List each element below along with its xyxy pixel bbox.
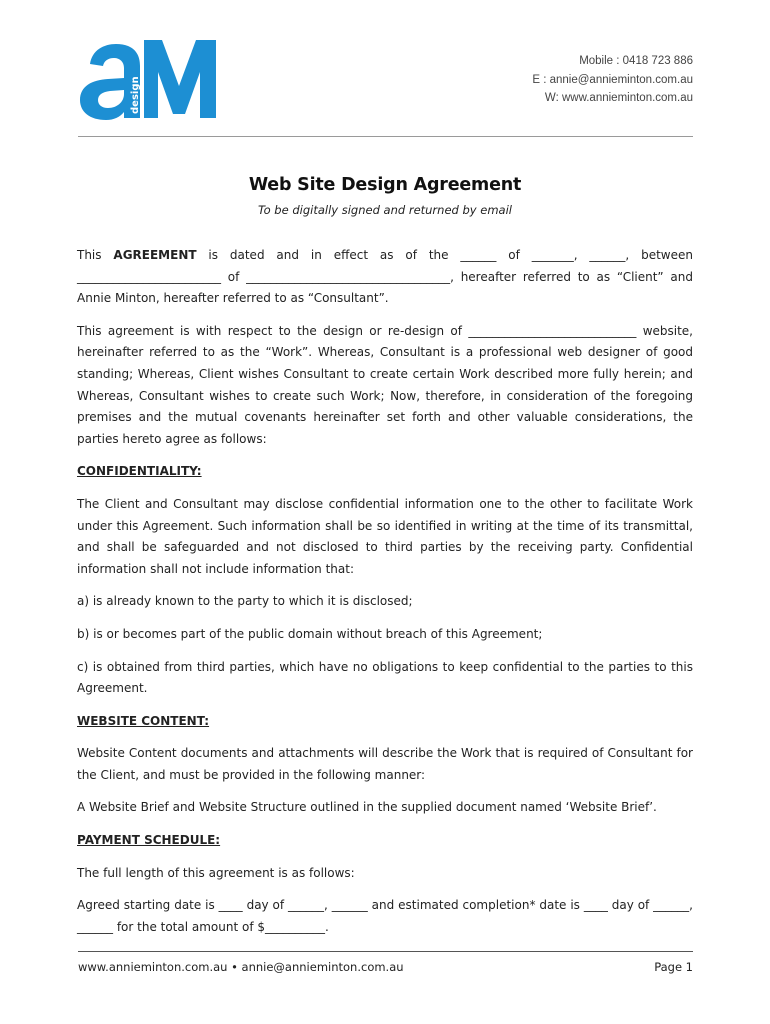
- contact-web: W: www.annieminton.com.au: [544, 92, 693, 104]
- am-design-logo: [78, 38, 218, 120]
- confidentiality-item-b: b) is or becomes part of the public domain without breach of this Agreement;: [77, 626, 543, 641]
- contact-mobile: Mobile : 0418 723 886: [579, 55, 693, 67]
- logo-design-text: design: [130, 76, 141, 114]
- contact-block: [532, 52, 693, 108]
- document-title: Web Site Design Agreement: [248, 175, 522, 195]
- confidentiality-paragraph: The Client and Consultant may disclose confidential information one to the other to facilitate Work under this Agreement. Such information shall be so identified in writing at the time of its transmittal, and shall be safeguarded and not disclosed to third parties by the receiving party. Confidential information shall not include information that:: [77, 496, 693, 576]
- header-divider: [78, 136, 693, 137]
- website-content-paragraph-2: A Website Brief and Website Structure outlined in the supplied document named ‘Website Brief’.: [77, 800, 657, 815]
- document-body: [77, 245, 693, 949]
- payment-paragraph-1: The full length of this agreement is as follows:: [77, 865, 355, 880]
- intro-paragraph-1: [77, 245, 693, 310]
- intro-paragraph-2: This agreement is with respect to the design or re-design of ____________________________ website, hereinafter referred to as the “Work”. Whereas, Consultant is a professional web designer of good standing; Whereas, Client wishes Consultant to create certain Work described more fully herein; and Whereas, Consultant wishes to create such Work; Now, therefore, in consideration of the foregoing premises and the mutual covenants hereinafter set forth and other valuable considerations, the parties hereto agree as follows:: [77, 323, 693, 446]
- website-content-heading: WEBSITE CONTENT:: [77, 713, 210, 728]
- intro-text-b: is dated and in effect as of the ______ of _______, ______, between ________________________ of __________________________________, hereafter referred to as “Client” and Annie Minton, hereafter referred to as “Consultant”.: [77, 248, 693, 306]
- footer-divider: [78, 951, 693, 952]
- intro-agreement-bold: AGREEMENT: [113, 248, 197, 262]
- page-number: Page 1: [654, 960, 693, 974]
- intro-text-a: This: [77, 248, 114, 262]
- confidentiality-heading: CONFIDENTIALITY:: [77, 464, 202, 479]
- website-content-paragraph-1: Website Content documents and attachments will describe the Work that is required of Consultant for the Client, and must be provided in the following manner:: [77, 746, 693, 782]
- contact-email: E : annie@annieminton.com.au: [532, 73, 693, 86]
- payment-schedule-heading: PAYMENT SCHEDULE:: [77, 833, 221, 848]
- confidentiality-item-c: c) is obtained from third parties, which have no obligations to keep confidential to the parties to this Agreement.: [77, 659, 693, 696]
- document-subtitle: To be digitally signed and returned by email: [258, 203, 512, 217]
- payment-paragraph-2: Agreed starting date is ____ day of ______, ______ and estimated completion* date is ____ day of ______, ______ for the total amount of $__________.: [77, 898, 693, 934]
- footer-contact: www.annieminton.com.au • annie@annieminton.com.au: [78, 960, 404, 974]
- confidentiality-item-a: a) is already known to the party to which it is disclosed;: [77, 594, 413, 609]
